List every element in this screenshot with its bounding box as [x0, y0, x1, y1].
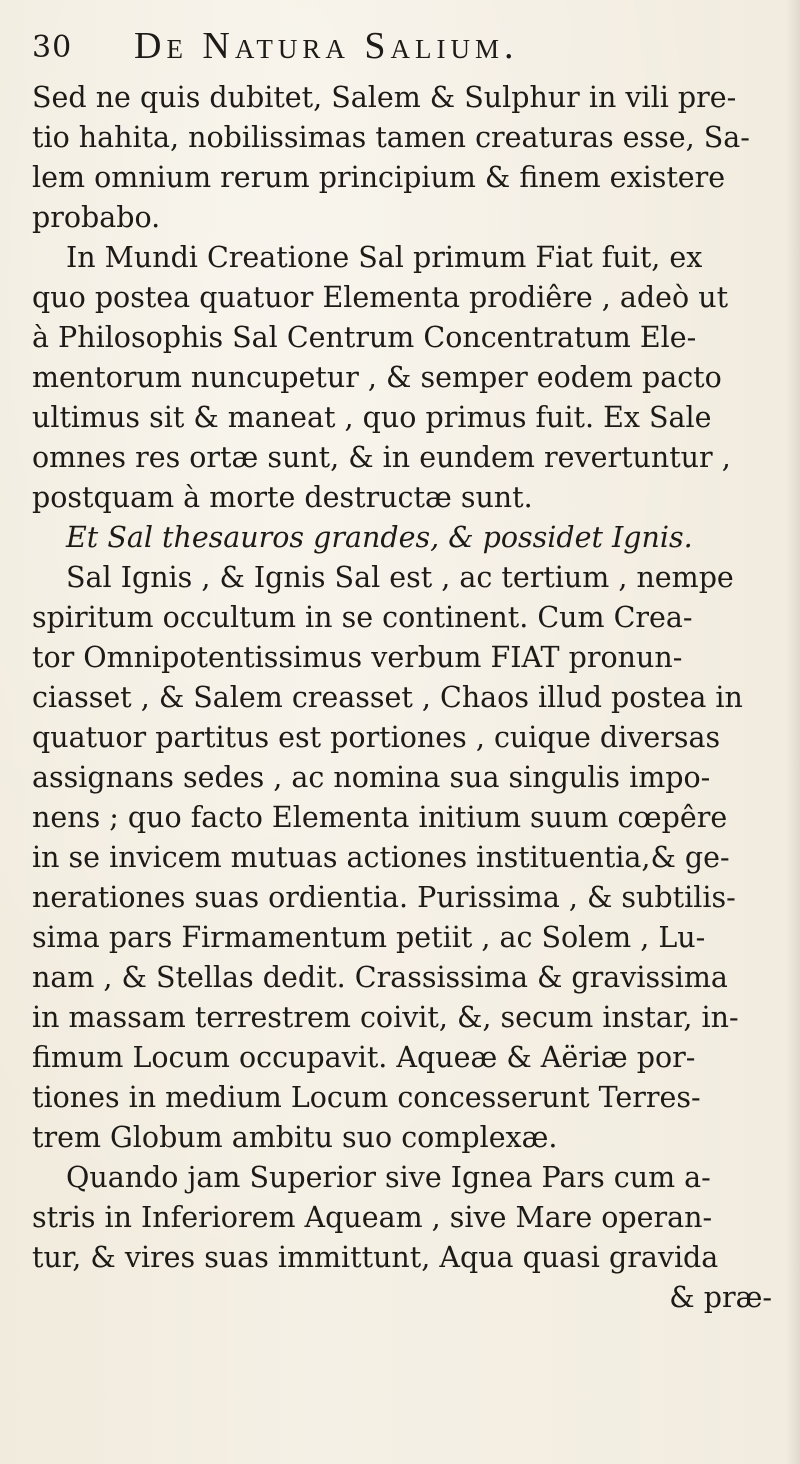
running-title: De Natura Salium.: [134, 25, 519, 67]
text-line: quatuor partitus est portiones , cuique diversas: [32, 721, 721, 754]
text-line: ultimus sit & maneat , quo primus fuit. Ex Sale: [32, 401, 712, 434]
text-line: tiones in medium Locum concesserunt Terres-: [32, 1081, 701, 1114]
text-line: sima pars Firmamentum petiit , ac Solem , Lu-: [32, 921, 706, 954]
catchword: & præ-: [669, 1281, 772, 1314]
text-line: tur, & vires suas immittunt, Aqua quasi gravida: [32, 1241, 719, 1274]
text-line: fimum Locum occupavit. Aqueæ & Aëriæ por-: [32, 1041, 696, 1074]
text-line: omnes res ortæ sunt, & in eundem revertuntur ,: [32, 441, 731, 474]
page-number: 30: [32, 30, 73, 65]
text-line: assignans sedes , ac nomina sua singulis impo-: [32, 761, 711, 794]
text-line: in massam terrestrem coivit, &, secum instar, in-: [32, 1001, 739, 1034]
text-line: Quando jam Superior sive Ignea Pars cum a-: [66, 1161, 711, 1194]
text-line: lem omnium rerum principium & finem existere: [32, 161, 726, 194]
text-line: trem Globum ambitu suo complexæ.: [32, 1121, 558, 1154]
text-line: mentorum nuncupetur , & semper eodem pacto: [32, 361, 722, 394]
text-line: quo postea quatuor Elementa prodiêre , adeò ut: [32, 281, 729, 314]
body-text: [32, 78, 784, 1318]
italic-quotation-line: Et Sal thesauros grandes, & possidet Ignis.: [66, 521, 693, 554]
text-line: nam , & Stellas dedit. Crassissima & gravissima: [32, 961, 728, 994]
text-line: Sed ne quis dubitet, Salem & Sulphur in vili pre-: [32, 81, 737, 114]
text-line: Sal Ignis , & Ignis Sal est , ac tertium , nempe: [66, 561, 734, 594]
text-line: tor Omnipotentissimus verbum FIAT pronun-: [32, 641, 683, 674]
page-header: [32, 20, 772, 72]
page-edge-shadow: [786, 0, 800, 1464]
text-line: in se invicem mutuas actiones instituentia,& ge-: [32, 841, 730, 874]
text-line: tio hahita, nobilissimas tamen creaturas esse, Sa-: [32, 121, 750, 154]
text-line: spiritum occultum in se continent. Cum Crea-: [32, 601, 693, 634]
text-line: nerationes suas ordientia. Purissima , & subtilis-: [32, 881, 736, 914]
text-line: nens ; quo facto Elementa initium suum cœpêre: [32, 801, 728, 834]
text-line: postquam à morte destructæ sunt.: [32, 481, 533, 514]
text-line: In Mundi Creatione Sal primum Fiat fuit, ex: [66, 241, 703, 274]
text-line: à Philosophis Sal Centrum Concentratum Ele-: [32, 321, 697, 354]
text-line: ciasset , & Salem creasset , Chaos illud postea in: [32, 681, 743, 714]
text-line: stris in Inferiorem Aqueam , sive Mare operan-: [32, 1201, 713, 1234]
text-line: probabo.: [32, 201, 161, 234]
